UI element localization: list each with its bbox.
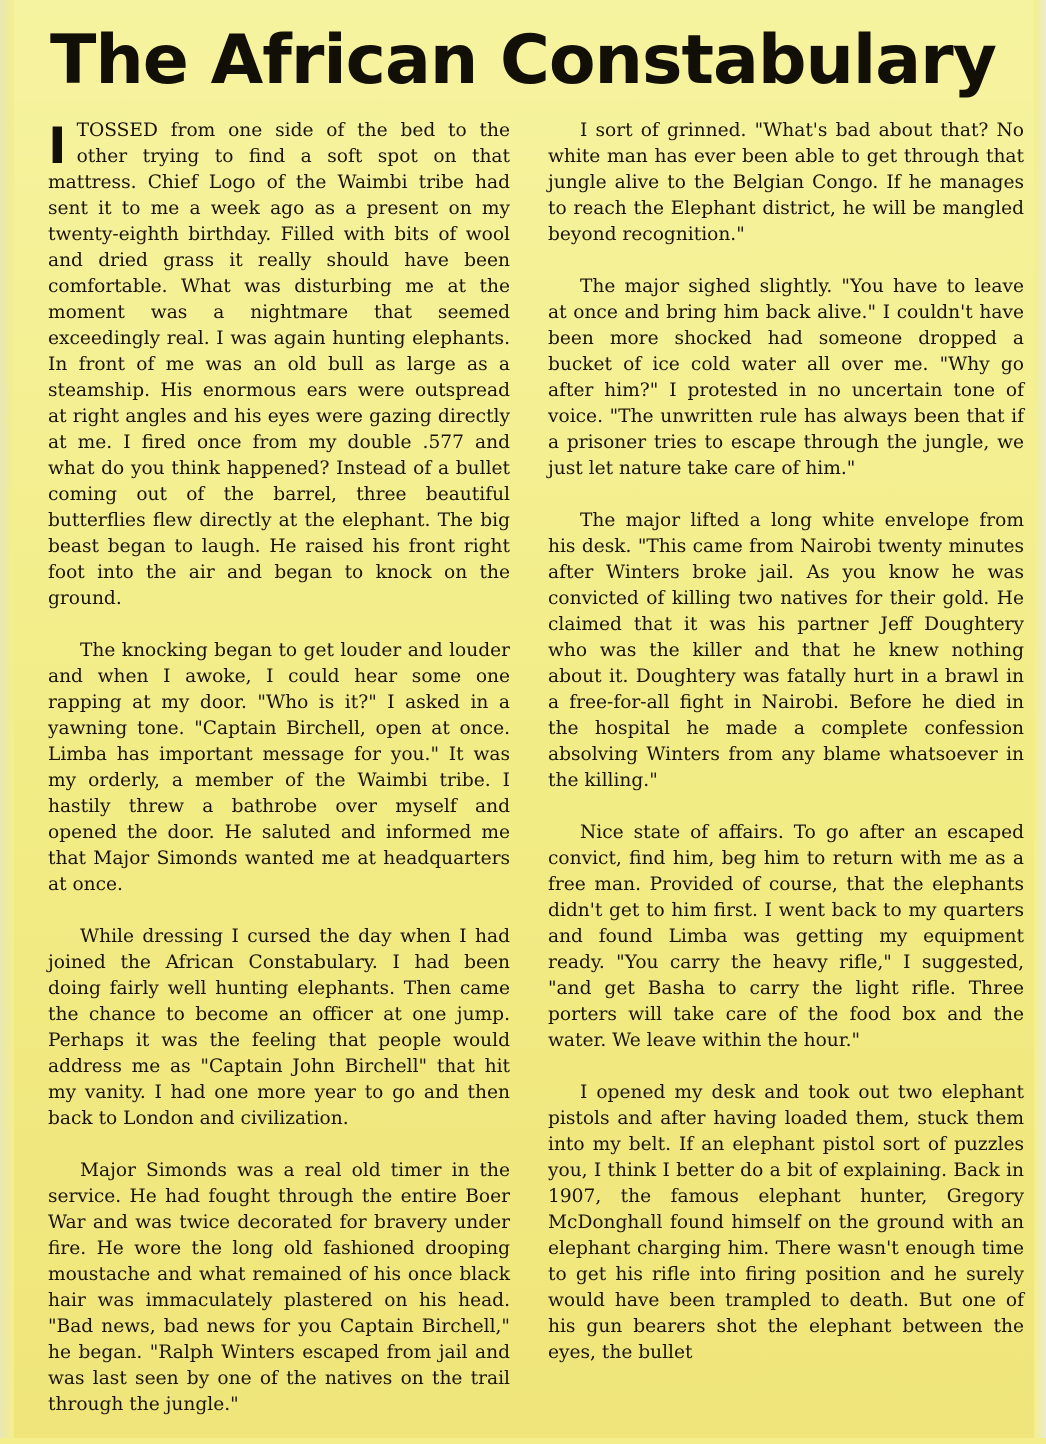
paragraph-6: The major sighed slightly. "You have to leave at once and bring him back alive." I couldn't have been more shocked had someone dropped a bucket of ice cold water all over me. "Why go after him?" I protested in no uncertain tone of voice. "The unwritten rule has always been that if a prisoner tries to escape through the jungle, we just let nature take care of him." [548, 276, 1024, 479]
right-column [548, 118, 1024, 1392]
paragraph-2: The knocking began to get louder and louder and when I awoke, I could hear some one rapping at my door. "Who is it?" I asked in a yawning tone. "Captain Birchell, open at once. Limba has important message for you." It was my orderly, a member of the Waimbi tribe. I hastily threw a bathrobe over myself and opened the door. He saluted and informed me that Major Simonds wanted me at headquarters at once. [48, 640, 510, 895]
paragraph-text: TOSSED from one side of the bed to the other trying to find a soft spot on that mattress. Chief Logo of the Waimbi tribe had sent it to me a week ago as a present on my twenty-eighth birthday. Filled with bits of wool and dried grass it really should have been comfortable. What was disturbing me at the moment was a nightmare that seemed exceedingly real. I was again hunting elephants. In front of me was an old bull as large as a steamship. His enormous ears were outspread at right angles and his eyes were gazing directly at me. I fired once from my double .577 and what do you think happened? Instead of a bullet coming out of the barrel, three beautiful butterflies flew directly at the elephant. The big beast began to laugh. He raised his front right foot into the air and began to knock on the ground. [48, 120, 510, 609]
paragraph-5: I sort of grinned. "What's bad about that? No white man has ever been able to get through that jungle alive to the Belgian Congo. If he manages to reach the Elephant district, he will be mangled beyond recognition." [548, 120, 1024, 245]
paragraph-3: While dressing I cursed the day when I had joined the African Constabulary. I had been doing fairly well hunting elephants. Then came the chance to become an officer at one jump. Perhaps it was the feeling that people would address me as "Captain John Birchell" that hit my vanity. I had one more year to go and then back to London and civilization. [48, 926, 510, 1129]
article-title: The African Constabulary [50, 21, 996, 100]
paragraph-9: I opened my desk and took out two elephant pistols and after having loaded them, stuck them into my belt. If an elephant pistol sort of puzzles you, I think I better do a bit of explaining. Back in 1907, the famous elephant hunter, Gregory McDonghall found himself on the ground with an elephant charging him. There wasn't enough time to get his rifle into firing position and he surely would have been trampled to death. But one of his gun bearers shot the elephant between the eyes, the bullet [548, 1082, 1024, 1363]
drop-cap: I [48, 117, 67, 175]
paragraph-1 [48, 118, 510, 612]
paragraph-4: Major Simonds was a real old timer in the service. He had fought through the entire Boer War and was twice decorated for bravery under fire. He wore the long old fashioned drooping moustache and what remained of his once black hair was immaculately plastered on his head. "Bad news, bad news for you Captain Birchell," he began. "Ralph Winters escaped from jail and was last seen by one of the natives on the trail through the jungle." [48, 1160, 510, 1415]
paragraph-8: Nice state of affairs. To go after an escaped convict, find him, beg him to return with me as a free man. Provided of course, that the elephants didn't get to him first. I went back to my quarters and found Limba was getting my equipment ready. "You carry the heavy rifle," I suggested, "and get Basha to carry the light rifle. Three porters will take care of the food box and the water. We leave within the hour." [548, 822, 1024, 1051]
paper-edge-left [0, 0, 14, 1438]
paper-edge-right [1034, 0, 1046, 1438]
left-column [48, 118, 510, 1444]
paragraph-7: The major lifted a long white envelope from his desk. "This came from Nairobi twenty minutes after Winters broke jail. As you know he was convicted of killing two natives for their gold. He claimed that it was his partner Jeff Doughtery who was the killer and that he knew nothing about it. Doughtery was fatally hurt in a brawl in a free-for-all fight in Nairobi. Before he died in the hospital he made a complete confession absolving Winters from any blame whatsoever in the killing." [548, 510, 1024, 791]
